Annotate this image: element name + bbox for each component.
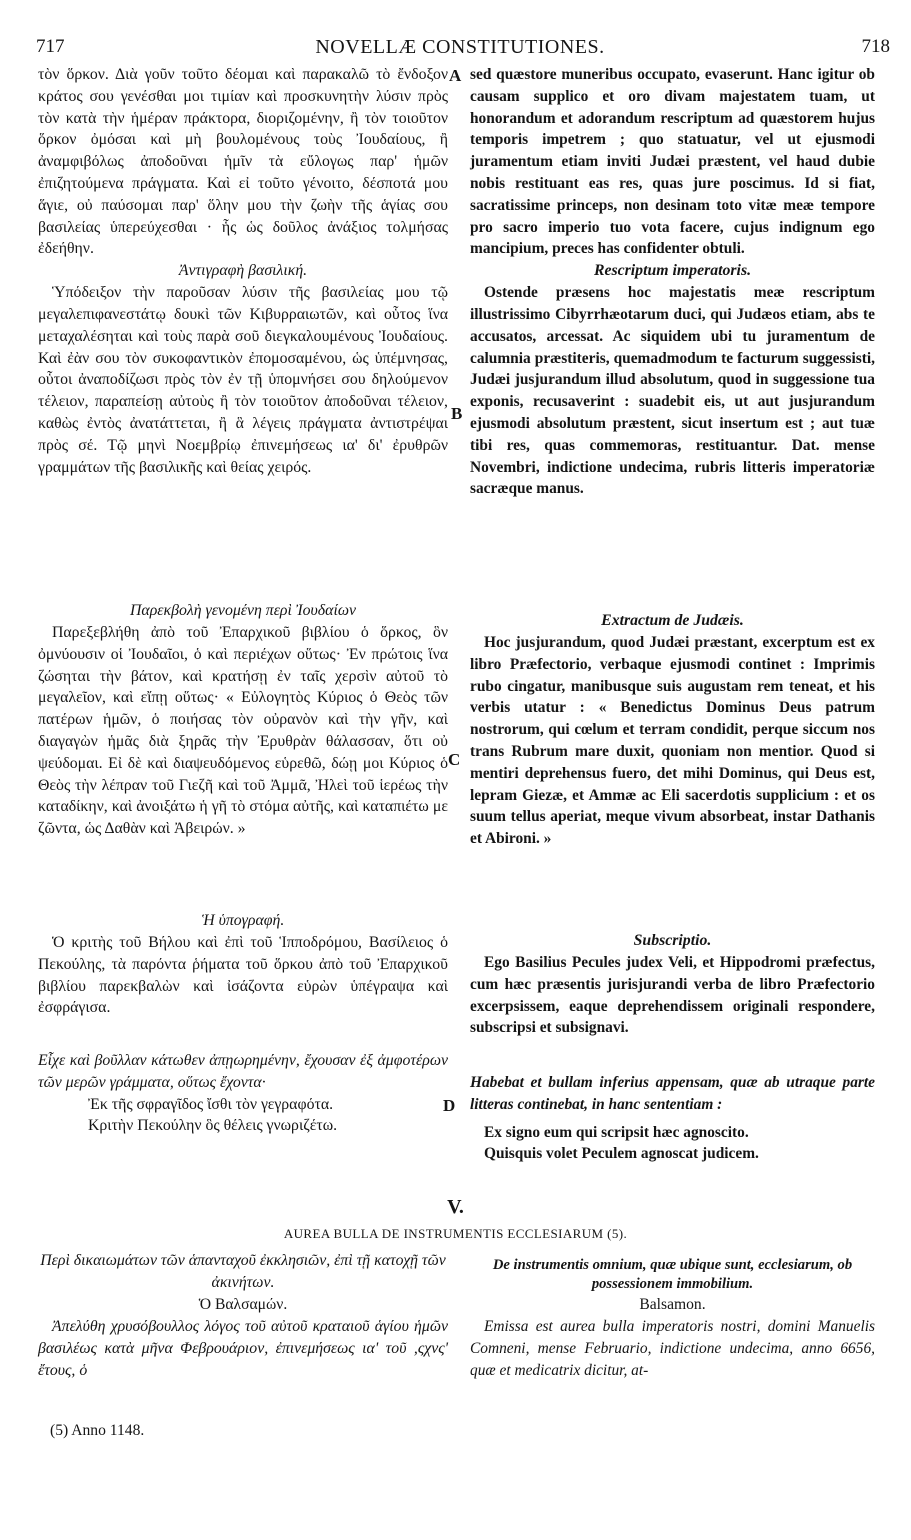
- page-header: [30, 30, 890, 60]
- latin-heading-subscription: Subscriptio.: [633, 932, 712, 949]
- latin-rescript-text: Ostende præsens hoc majestatis meæ rescriptum illustrissimo Cibyrrhæotarum duci, qui Judæos etiam, abs te accusatos, arcessat. Ac siquidem ubi tu juramentum de calumnia præstiteris, quemadmodum te facturum suggessisti, Judæi jusjurandum illud absolutum, quod in suggessione tua exponis, recusaverint : suadebit eis, ut aut jusjurandum ejusmodi absolutum præstent, sicut insertum est ; aut tuæ tibi res, quas commemoras, restituantur. Dat. mense Novembri, indictione undecima, rubris litteris imperatoriæ sacræque manus.: [470, 284, 875, 498]
- greek-extract-text: Παρεξεβλήθη ἀπὸ τοῦ Ἐπαρχικοῦ βιβλίου ὁ ὅρκος, ὃν ὀμνύουσιν οἱ Ἰουδαῖοι, ὁ καὶ περιέχων οὕτως· Ἐν πρώτοις ἵνα ζώσηται τὴν βάτον, καὶ κρατήσῃ ἐν ταῖς χερσὶν αὐτοῦ τὸ μεγαλεῖον, καὶ εἴπῃ οὕτως· « Εὐλογητὸς Κύριος ὁ Θεὸς τῶν πατέρων ἡμῶν, ὁ ποιήσας τὸν οὐρανὸν καὶ τὴν γῆν, καὶ διαγαγὼν ἡμᾶς διὰ ξηρᾶς τὴν Ἐρυθρὰν θάλασσαν, ὅτι οὐ ψεύδομαι. Εἰ δὲ καὶ διαψευδόμενος εὑρεθῶ, δώῃ μοι Κύριος ὁ Θεὸς τὴν λέπραν τοῦ Γιεζῆ καὶ τοῦ Ἀμμᾶ, Ἠλεὶ τοῦ ἱερέως τὴν καταδίκην, καὶ ἀνοιξάτω ἡ γῆ τὸ στόμα αὐτῆς, καὶ καταπιέτω με ζῶντα, ὡς Δαθὰν καὶ Ἀβειρών. »: [38, 624, 448, 838]
- latin-heading-section5: De instrumentis omnium, quæ ubique sunt, ecclesiarum, ob possessionem immobilium.: [492, 1257, 853, 1292]
- greek-subheading-balsamon: Ὁ Βαλσαμών.: [198, 1296, 288, 1313]
- margin-marker-a: A: [449, 66, 462, 85]
- greek-verse-1: Ἐκ τῆς σφραγῖδος ἴσθι τὸν γεγραφότα.: [88, 1095, 334, 1113]
- greek-rescript-text: Ὑπόδειξον τὴν παροῦσαν λύσιν τῆς βασιλείας μου τῷ μεγαλεπιφανεστάτῳ δουκὶ τῶν Κιβυρραιωτῶν, καὶ οὗτος ἵνα μεταχαλέσηται καὶ τοὺς παρὰ σοῦ διεγκαλουμένους Ἰουδαίους. Καὶ ἐὰν σου τὸν συκοφαντικὸν ἐπομοσαμένου, ὡς ὑπέμνησας, οὗτοι ἀναποδίζωσι πρὸς τὸν ἐν τῇ ὑπομνήσει σου δηλούμενον τέλειον, παραπείσῃ αὐτοὺς ἢ τὸν τοιοῦτον ἀποδοῦναι τέλειον, καθὼς ἐντὸς ἀνατάττεται, ἢ ἃ λέγεις πράγματα ἀντιστρέψαι πρὸς σέ. Τῷ μηνὶ Νοεμβρίῳ ἐπινεμήσεως ια' δι' ἐρυθρῶν γραμμάτων τῆς βασιλικῆς καὶ θείας χειρός.: [38, 284, 448, 476]
- latin-column-bulla: [470, 1072, 875, 1165]
- latin-column-top: [470, 64, 875, 500]
- greek-section5-text: Ἀπελύθη χρυσόβουλλος λόγος τοῦ αὐτοῦ κραταιοῦ ἁγίου ἡμῶν βασιλέως κατὰ μῆνα Φεβρουάριον, ἐπινεμήσεως ια' τοῦ ,ςχνς' ἔτους, ὁ: [38, 1318, 448, 1379]
- footnote: (5) Anno 1148.: [50, 1422, 145, 1439]
- greek-column-top: [38, 64, 448, 478]
- latin-verse-2: Quisquis volet Peculem agnoscat judicem.: [484, 1145, 759, 1163]
- latin-verse-1: Ex signo eum qui scripsit hæc agnoscito.: [484, 1123, 749, 1141]
- greek-verse-2: Κριτὴν Πεκούλην ὃς θέλεις γνωριζέτω.: [88, 1117, 338, 1135]
- latin-column-mid: [470, 610, 875, 850]
- latin-column-subscription: [470, 930, 875, 1039]
- margin-marker-b: B: [451, 404, 463, 423]
- greek-column-bulla: [38, 1050, 448, 1137]
- section-number: V.: [447, 1196, 464, 1218]
- latin-bulla-text: Habebat et bullam inferius appensam, quæ ab utraque parte litteras continebat, in hanc sententiam :: [470, 1074, 875, 1113]
- margin-marker-d: D: [443, 1096, 456, 1115]
- margin-marker-c: C: [448, 750, 461, 769]
- latin-column-section5: [470, 1256, 875, 1381]
- greek-petition-text: τὸν ὅρκον. Διὰ γοῦν τοῦτο δέομαι καὶ παρακαλῶ τὸ ἔνδοξον κράτος σου γενέσθαι μοι τιμίαν καὶ προσκυνητὴν λύσιν πρὸς τὸν κατὰ τὴν ἡμέραν πράκτορα, διοριζομένην, ἢ τὸν τοιοῦτον ὅρκον ὀμόσαι καὶ μὴ βουλομένους τοὺς Ἰουδαίους, ἢ ἀναμφιβόλως ἀποδοῦναι ἡμῖν τὰ εὔλογως παρ' ἡμῶν ἐπιζητούμενα πράγματα. Καὶ εἰ τοῦτο γένοιτο, δέσποτά μου ἅγιε, οὐ παύσομαι παρ' ὅλην μου τὴν ζωὴν τῆς ἁγίας σου βασιλείας ὑπερεύχεσθαι · ἧς ὡς δοῦλος ἀνάξιος τολμήσας ἐδεήθην.: [38, 66, 448, 258]
- latin-section5-text: Emissa est aurea bulla imperatoris nostri, domini Manuelis Comneni, mense Februario, indictione undecima, anno 6656, quæ et medicatrix dicitur, at-: [470, 1318, 875, 1379]
- latin-petition-text: sed quæstore muneribus occupato, evaserunt. Hanc igitur ob causam supplico et oro divam majestatem tuam, ut honorandum et adorandum rescriptum ad quæstorem hujus temporis impetrem ; quo statuatur, vel ut ejusmodi juramentum etiam inviti Judæi præstent, vel haud dubie nobis restituant eas res, quas jure poscimus. Id si fiat, sacratissime princeps, non desinam toto vitæ meæ tempore pro sacro imperio tuo vota facere, cujus indignum ego mancipium, preces has confidenter obtuli.: [470, 66, 875, 258]
- section-title: AUREA BULLA DE INSTRUMENTIS ECCLESIARUM (5).: [283, 1226, 628, 1241]
- greek-column-subscription: [38, 910, 448, 1019]
- greek-bulla-text: Εἶχε καὶ βοῦλλαν κάτωθεν ἀπῃωρημένην, ἔχουσαν ἐξ ἀμφοτέρων τῶν μερῶν γράμματα, οὕτως ἔχοντα·: [38, 1052, 448, 1091]
- latin-subheading-balsamon: Balsamon.: [639, 1296, 706, 1313]
- greek-column-section5: [38, 1250, 448, 1381]
- greek-heading-extract: Παρεκβολὴ γενομένη περὶ Ἰουδαίων: [130, 602, 356, 619]
- page-number-right: 718: [861, 36, 890, 57]
- greek-heading-section5: Περὶ δικαιωμάτων τῶν ἁπανταχοῦ ἐκκλησιῶν, ἐπὶ τῇ κατοχῇ τῶν ἀκινήτων.: [40, 1252, 446, 1291]
- greek-heading-subscription: Ἡ ὑπογραφή.: [201, 912, 285, 929]
- greek-column-mid: [38, 600, 448, 840]
- running-title: NOVELLÆ CONSTITUTIONES.: [315, 36, 605, 58]
- latin-extract-text: Hoc jusjurandum, quod Judæi præstant, excerptum est ex libro Præfectorio, verbaque ejusmodi continet : Imprimis rubo cingatur, manibusque suis augustam rem teneat, et his verbis utatur : « Benedictus Dominus Deus patrum nostrorum, qui cœlum et terram condidit, perque siccum nos trans Rubrum mare duxit, quoniam non mentior. Quod si mentiri deprehensus fuero, det mihi Dominus, qui Deus est, lepram Giezæ, et Ammæ ac Eli sacerdotis supplicium : et os suum tellus aperiat, meque vivum absorbeat, instar Dathanis et Abironi. »: [470, 634, 875, 848]
- latin-heading-extract: Extractum de Judæis.: [601, 612, 744, 629]
- latin-subscription-text: Ego Basilius Pecules judex Veli, et Hippodromi præfectus, cum hæc præsentis jurisjurandi verba de libro Præfectorio excerpsissem, eaque deprehendissem originali respondere, subscripsi et subsignavi.: [470, 954, 875, 1037]
- page-number-left: 717: [36, 36, 65, 57]
- greek-heading-rescript: Ἀντιγραφὴ βασιλική.: [178, 262, 308, 280]
- greek-subscription-text: Ὁ κριτὴς τοῦ Βήλου καὶ ἐπὶ τοῦ Ἱπποδρόμου, Βασίλειος ὁ Πεκούλης, τὰ παρόντα ῥήματα τοῦ ὅρκου ἀπὸ τοῦ Ἐπαρχικοῦ βιβλίου παρεκβαλὼν καὶ ἰσάζοντα εὑρὼν ὑπέγραψα καὶ ἐσφράγισα.: [38, 934, 448, 1017]
- latin-heading-rescript: Rescriptum imperatoris.: [593, 262, 752, 280]
